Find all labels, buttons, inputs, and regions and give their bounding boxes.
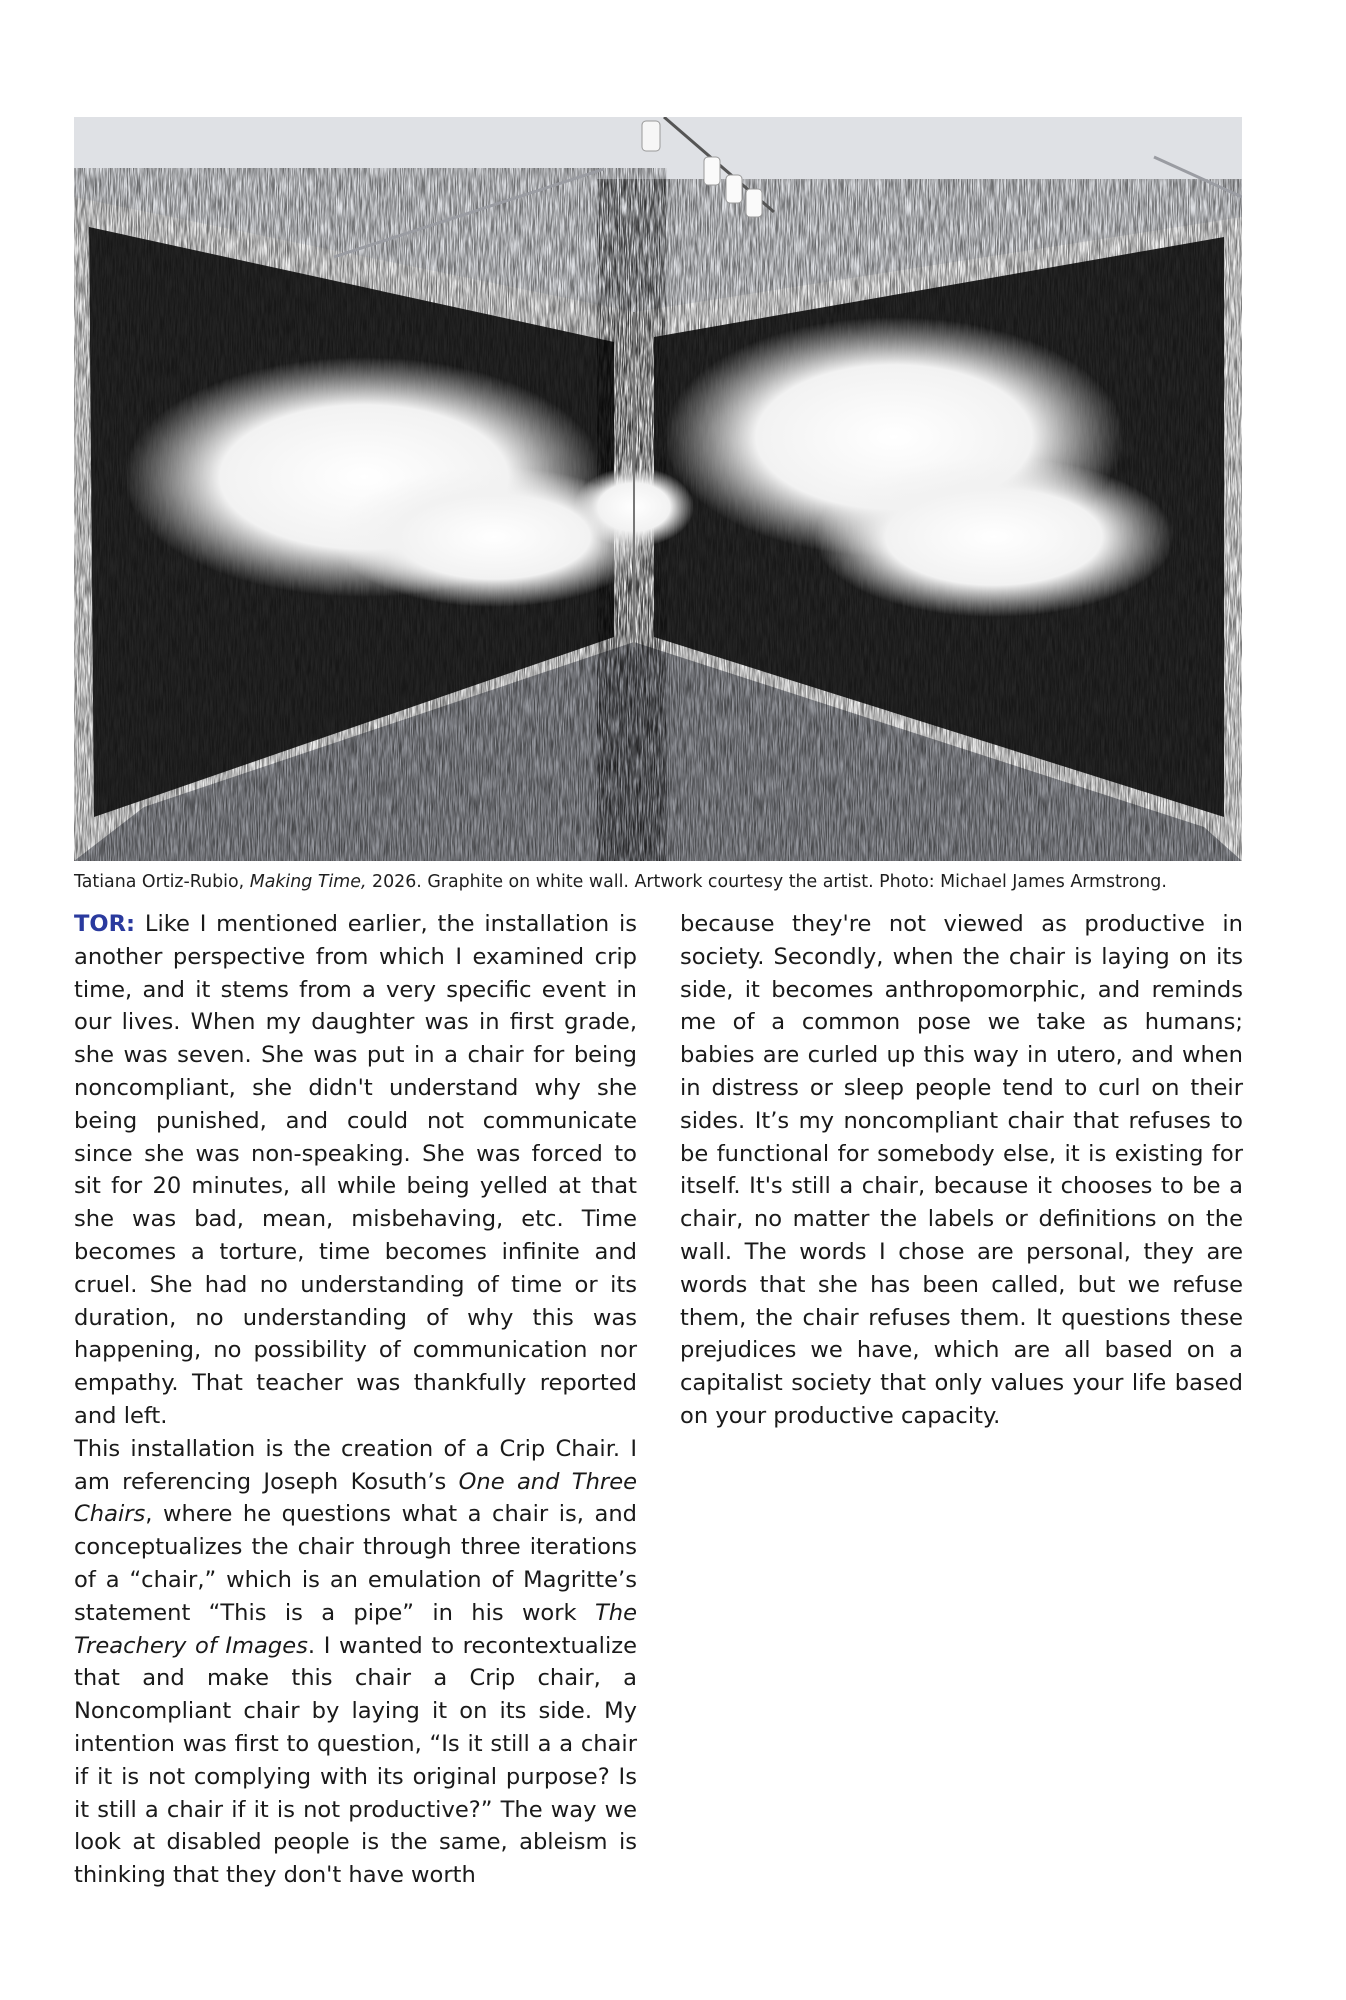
photo-caption [74,869,1254,895]
paragraph-2-text-a: This installation is the creation of a Crip Chair. I am referencing Joseph Kosuth’s [74,1435,637,1495]
speaker-label: TOR: [74,911,136,937]
paragraph-2 [74,1433,637,1892]
left-column [74,908,637,1892]
right-column [680,908,1243,1433]
artwork-title-treachery-of-images: The Treachery of Images [74,1599,637,1659]
caption-artist: Tatiana Ortiz-Rubio, [74,872,250,892]
paragraph-2-text-c: , where he questions what a chair is, and conceptualizes the chair through three iterations of a “chair,” which is an emulation of Magritte’s statement “This is a pipe” in his work [74,1501,637,1626]
paragraph-1 [74,908,637,1433]
paragraph-2-text-e: . I wanted to recontextualize that and make this chair a Crip chair, a Noncompliant chair by laying it on its side. My intention was first to question, “Is it still a a chair if it is not complying with its original purpose? Is it still a chair if it is not productive?” The way we look at disabled people is the same, ableism is thinking that they don't have worth [74,1632,637,1889]
caption-title: Making Time, [249,872,367,892]
artwork-title-one-and-three-chairs: One and Three Chairs [74,1468,637,1528]
paragraph-1-text: Like I mentioned earlier, the installation is another perspective from which I examined crip time, and it stems from a very specific event in our lives. When my daughter was in first grade, she was seven. She was put in a chair for being noncompliant, she didn't understand why she being punished, and could not communicate since she was non-speaking. She was forced to sit for 20 minutes, all while being yelled at that she was bad, mean, misbehaving, etc. Time becomes a torture, time becomes infinite and cruel. She had no understanding of time or its duration, no understanding of why this was happening, no possibility of communication nor empathy. That teacher was thankfully reported and left. [74,911,637,1429]
installation-photo [74,117,1242,861]
paragraph-3: because they're not viewed as productive in society. Secondly, when the chair is laying on its side, it becomes anthropomorphic, and reminds me of a common pose we take as humans; babies are curled up this way in utero, and when in distress or sleep people tend to curl on their sides. It’s my noncompliant chair that refuses to be functional for somebody else, it is existing for itself. It's still a chair, because it chooses to be a chair, no matter the labels or definitions on the wall. The words I chose are personal, they are words that she has been called, but we refuse them, the chair refuses them. It questions these prejudices we have, which are all based on a capitalist society that only values your life based on your productive capacity. [680,911,1243,1429]
caption-details: 2026. Graphite on white wall. Artwork courtesy the artist. Photo: Michael James Armstrong. [366,872,1167,892]
